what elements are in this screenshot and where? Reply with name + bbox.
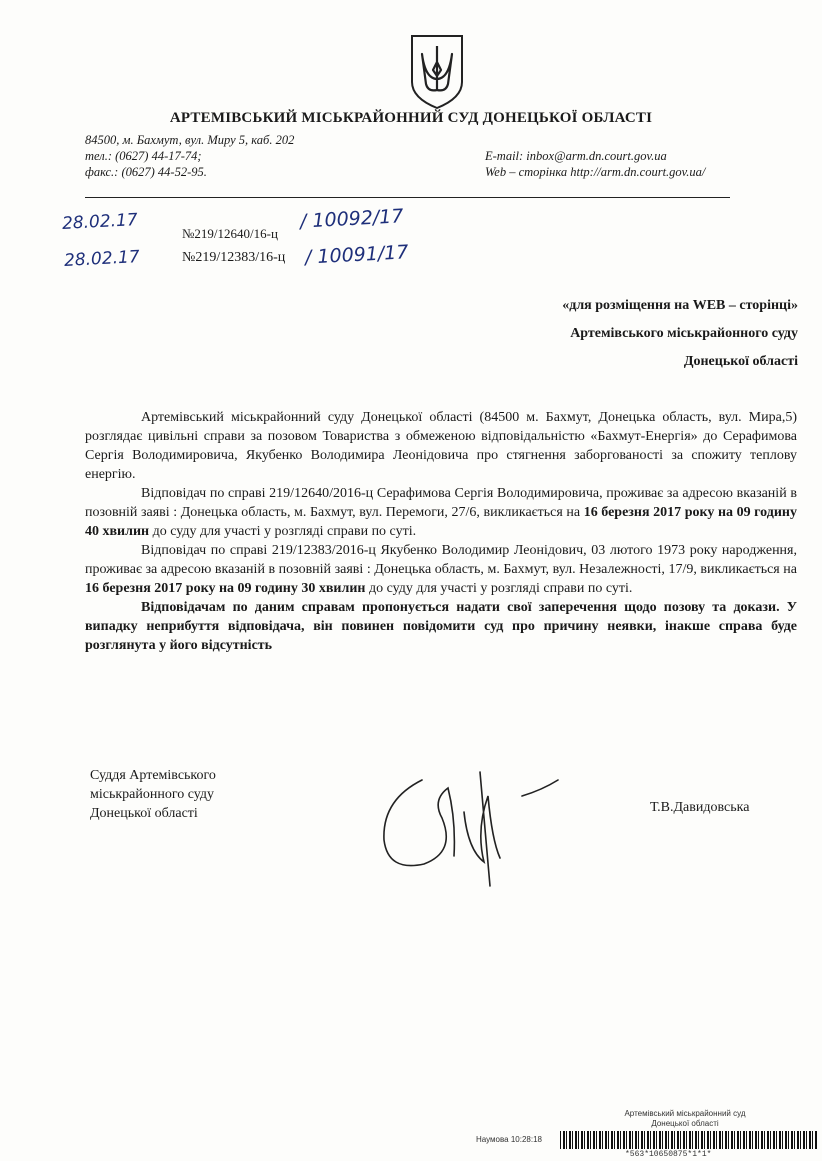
handwritten-registration-1: / 10092/17 [299, 205, 404, 233]
judge-title [90, 766, 216, 823]
stamp-user-time: Наумова 10:28:18 [476, 1135, 542, 1144]
handwritten-date-1: 28.02.17 [61, 210, 139, 234]
handwritten-signature [372, 760, 562, 890]
addressee-line-1: «для розміщення на WEB – сторінці» [562, 298, 798, 313]
court-fax: факс.: (0627) 44-52-95. [85, 165, 207, 179]
barcode-text: *563*10650875*1*1* [625, 1150, 712, 1159]
court-email: E-mail: inbox@arm.dn.court.gov.ua [485, 149, 667, 163]
court-website: Web – сторінка http://arm.dn.court.gov.ua/ [485, 165, 706, 179]
defendant-2-hearing-time: 16 березня 2017 року на 09 годину 30 хвилин [85, 581, 366, 596]
judge-title-line-1: Суддя Артемівського [90, 768, 216, 783]
handwritten-registration-2: / 10091/17 [304, 241, 409, 269]
barcode [560, 1131, 818, 1149]
handwritten-date-2: 28.02.17 [63, 247, 141, 271]
case-number-2: №219/12383/16-ц [182, 250, 286, 265]
court-online-contacts [485, 148, 705, 180]
defendant-2-text: Відповідач по справі 219/12383/2016-ц Якубенко Володимир Леонідович, 03 лютого 1973 року народження, проживає за адресою вказаній в позовній заяві : Донецька область, м. Бахмут, вул. Незалежності, 17/9, викликається на [85, 543, 797, 577]
registration-stamp [605, 1109, 765, 1129]
judge-name: Т.В.Давидовська [650, 800, 750, 815]
judge-title-line-2: міськрайонного суду [90, 787, 215, 802]
paragraph-instructions: Відповідачам по даним справам пропонується надати свої заперечення щодо позову та докази. У випадку неприбуття відповідача, він повинен повідомити суд про причину неявки, інакше справа буде розглянута у його відсутність [85, 600, 797, 653]
judge-title-line-3: Донецької області [90, 806, 198, 821]
court-contacts [85, 132, 294, 180]
header-divider [85, 197, 730, 198]
addressee-line-3: Донецької області [683, 354, 798, 369]
court-address: 84500, м. Бахмут, вул. Миру 5, каб. 202 [85, 133, 295, 147]
stamp-court-line-2: Донецької області [651, 1119, 719, 1128]
paragraph-defendant-1 [85, 484, 797, 541]
addressee-block [562, 292, 798, 376]
stamp-court-line-1: Артемівський міськрайонний суд [624, 1109, 746, 1118]
defendant-1-text: Відповідач по справі 219/12640/2016-ц Серафимова Сергія Володимировича, проживає за адресою вказаній в позовній заяві : Донецька область, м. Бахмут, вул. Перемоги, 27/6, викликається на [85, 486, 797, 520]
court-phone: тел.: (0627) 44-17-74; [85, 149, 202, 163]
notice-body [85, 408, 797, 655]
court-name: АРТЕМІВСЬКИЙ МІСЬКРАЙОННИЙ СУД ДОНЕЦЬКОЇ ОБЛАСТІ [169, 110, 653, 126]
defendant-2-text-end: до суду для участі у розгляді справи по суті. [365, 581, 633, 596]
addressee-line-2: Артемівського міськрайонного суду [570, 326, 798, 341]
trident-coat-of-arms-icon [408, 32, 466, 110]
paragraph-intro: Артемівський міськрайонний суду Донецької області (84500 м. Бахмут, Донецька область, вул. Мира,5) розглядає цивільні справи за позовом Товариства з обмеженою відповідальністю «Бахмут-Енергія» до Серафимова Сергія Володимировича, Якубенко Володимира Леонідовича про стягнення заборгованості за спожиту теплову енергію. [85, 410, 797, 482]
defendant-1-text-end: до суду для участі у розгляді справи по суті. [149, 524, 417, 539]
paragraph-defendant-2 [85, 541, 797, 598]
defendant-1-hearing-time: 16 березня 2017 року на 09 годину 40 хвилин [85, 505, 797, 539]
case-number-1: №219/12640/16-ц [182, 226, 278, 241]
